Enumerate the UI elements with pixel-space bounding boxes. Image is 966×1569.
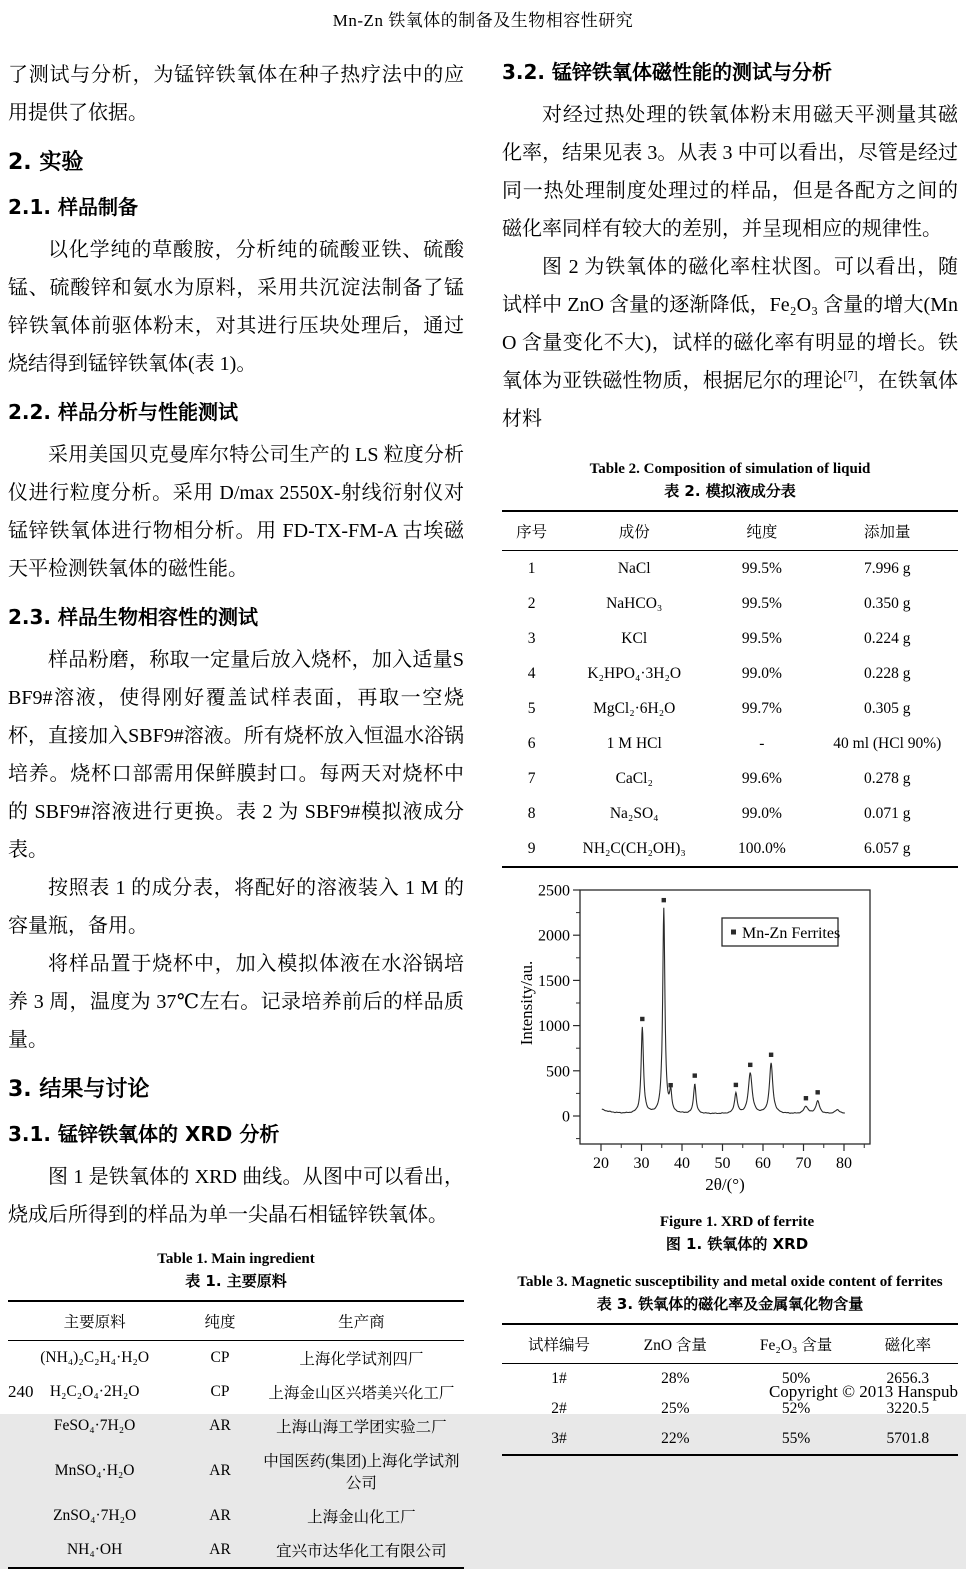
table-cell: 3220.5 xyxy=(886,1400,930,1417)
copyright-text: Copyright © 2013 Hanspub xyxy=(768,1382,958,1401)
heading-section-2-1: 2.1. 样品制备 xyxy=(8,195,138,219)
table-cell: 5 xyxy=(527,699,536,717)
table-cell: 40 ml (HCl 90%) xyxy=(833,734,942,752)
table-cell: K₂HPO₄·3H₂O xyxy=(587,664,682,682)
heading-section-2: 2. 实验 xyxy=(8,150,84,175)
xrd-chart xyxy=(516,874,936,1196)
y-tick-label: 2500 xyxy=(538,882,570,900)
table-header-cell: 主要原料 xyxy=(8,1301,181,1341)
peak-marker xyxy=(662,898,666,902)
x-axis-label: 2θ/(°) xyxy=(705,1175,745,1194)
table-cell: 50% xyxy=(781,1370,811,1387)
table-cell: CaCl₂ xyxy=(615,769,653,787)
table-row xyxy=(502,761,958,796)
figure-1-caption xyxy=(516,1211,958,1255)
table-row xyxy=(502,691,958,726)
paragraph-magnetic-1: 对经过热处理的铁氧体粉末用磁天平测量其磁化率，结果见表 3。从表 3 中可以看出，尽管是经过同一热处理制度处理过的样品，但是各配方之间的磁化率同样有较大的差别，并呈现相应的规律性。 xyxy=(502,104,958,240)
heading-section-3-1: 3.1. 锰锌铁氧体的 XRD 分析 xyxy=(8,1122,280,1146)
table-cell: 3# xyxy=(551,1430,567,1447)
table-cell: 0.228 g xyxy=(864,664,911,682)
table-3-caption-zh: 表 3. 铁氧体的磁化率及金属氧化物含量 xyxy=(596,1295,864,1313)
peak-marker xyxy=(804,1096,808,1100)
table-cell: 0.305 g xyxy=(864,699,911,717)
table-cell: 0.071 g xyxy=(864,804,911,822)
table-cell: 上海化学试剂四厂 xyxy=(299,1351,424,1368)
peak-marker xyxy=(640,1017,644,1021)
table-row xyxy=(502,656,958,691)
table-row xyxy=(8,1443,464,1499)
table-cell: 7 xyxy=(527,769,536,787)
table-cell: 2 xyxy=(527,594,536,612)
table-row xyxy=(502,621,958,656)
left-column xyxy=(8,56,464,1569)
table-cell: 99.0% xyxy=(741,664,782,682)
paragraph-biocompat-1: 样品粉磨，称取一定量后放入烧杯，加入适量SBF9#溶液，使得刚好覆盖试样表面，再取一空烧杯，直接加入SBF9#溶液。所有烧杯放入恒温水浴锅培养。烧杯口部需用保鲜膜封口。每两天对烧杯中的 SBF9#溶液进行更换。表 2 为 SBF9#模拟液成分表。 xyxy=(8,649,464,861)
table-cell: - xyxy=(759,734,765,752)
paragraph-intro-continuation: 了测试与分析，为锰锌铁氧体在种子热疗法中的应用提供了依据。 xyxy=(8,64,464,124)
table-row xyxy=(502,726,958,761)
table-1-caption-zh: 表 1. 主要原料 xyxy=(185,1272,287,1290)
table-cell: 99.5% xyxy=(741,629,782,647)
page-footer xyxy=(8,1382,958,1402)
table-cell: CP xyxy=(210,1349,230,1366)
table-cell: KCl xyxy=(621,629,648,647)
table-cell: AR xyxy=(209,1507,231,1524)
table-header-cell: 试样编号 xyxy=(502,1324,616,1364)
legend-marker xyxy=(731,930,736,935)
table-2-caption-en: Table 2. Composition of simulation of liquid xyxy=(589,461,871,477)
peak-marker xyxy=(734,1083,738,1087)
table-cell: NH₄·OH xyxy=(66,1541,123,1558)
x-tick-label: 70 xyxy=(795,1155,812,1172)
heading-section-2-2: 2.2. 样品分析与性能测试 xyxy=(8,400,238,424)
table-cell: AR xyxy=(209,1417,231,1434)
table-header-cell: 磁化率 xyxy=(858,1324,958,1364)
table-cell: 6.057 g xyxy=(864,839,911,857)
table-cell: CP xyxy=(210,1383,230,1400)
table-cell: 1 xyxy=(527,559,536,577)
table-cell: 9 xyxy=(527,839,536,857)
table-3-caption xyxy=(502,1271,958,1315)
table-cell: 5701.8 xyxy=(886,1430,930,1447)
table-cell: 6 xyxy=(527,734,536,752)
peak-marker xyxy=(668,1083,672,1087)
table-cell: NaHCO₃ xyxy=(606,594,663,612)
table-header-cell: Fe₂O₃ 含量 xyxy=(735,1324,858,1364)
table-1-main-ingredient xyxy=(8,1300,464,1569)
table-cell: 上海山海工学团实验二厂 xyxy=(276,1419,447,1436)
table-cell: 0.278 g xyxy=(864,769,911,787)
right-column xyxy=(502,56,958,1456)
paragraph-biocompat-3: 将样品置于烧杯中，加入模拟体液在水浴锅培养 3 周，温度为 37℃左右。记录培养前后的样品质量。 xyxy=(8,953,464,1051)
table-row xyxy=(502,796,958,831)
paragraph-biocompat-2: 按照表 1 的成分表，将配好的溶液装入 1 M 的容量瓶，备用。 xyxy=(8,877,464,937)
heading-section-2-3: 2.3. 样品生物相容性的测试 xyxy=(8,605,258,629)
table-2-simulation-liquid xyxy=(502,510,958,868)
table-cell: Na₂SO₄ xyxy=(609,804,659,822)
table-row xyxy=(502,551,958,587)
paragraph-analysis-testing: 采用美国贝克曼库尔特公司生产的 LS 粒度分析仪进行粒度分析。采用 D/max 2550X-射线衍射仪对锰锌铁氧体进行物相分析。用 FD-TX-FM-A 古埃磁天平检测铁氧体的磁性能。 xyxy=(8,444,464,580)
table-header-row xyxy=(8,1301,464,1341)
table-cell: MnSO₄·H₂O xyxy=(54,1462,135,1479)
table-header-cell: ZnO 含量 xyxy=(616,1324,735,1364)
table-1-caption-en: Table 1. Main ingredient xyxy=(157,1251,315,1267)
table-header-row xyxy=(502,511,958,551)
table-cell: 宜兴市达华化工有限公司 xyxy=(276,1543,447,1560)
y-tick-label: 1000 xyxy=(538,1018,570,1036)
table-cell: 99.7% xyxy=(741,699,782,717)
table-cell: (NH₄)₂C₂H₄·H₂O xyxy=(40,1349,150,1366)
table-cell: 3 xyxy=(527,629,536,647)
table-cell: 99.0% xyxy=(741,804,782,822)
x-tick-label: 30 xyxy=(633,1155,650,1172)
table-cell: NaCl xyxy=(617,559,651,577)
table-row xyxy=(8,1341,464,1376)
table-cell: 7.996 g xyxy=(864,559,911,577)
table-2-caption-zh: 表 2. 模拟液成分表 xyxy=(664,482,796,500)
x-tick-label: 40 xyxy=(674,1155,690,1172)
table-row xyxy=(502,586,958,621)
table-row xyxy=(8,1409,464,1443)
paragraph-magnetic-2-cont: ，在铁氧体材料 xyxy=(502,370,959,430)
table-3-caption-en: Table 3. Magnetic susceptibility and metal oxide content of ferrites xyxy=(517,1274,943,1290)
table-header-cell: 纯度 xyxy=(181,1301,259,1341)
table-header-cell: 生产商 xyxy=(259,1301,464,1341)
figure-1-caption-en: Figure 1. XRD of ferrite xyxy=(659,1214,815,1230)
table-1-caption xyxy=(8,1248,464,1292)
table-header-cell: 添加量 xyxy=(817,511,958,551)
paragraph-magnetic-2 xyxy=(502,248,958,438)
figure-1 xyxy=(516,874,958,1255)
table-cell: 22% xyxy=(661,1430,690,1447)
table-cell: 4 xyxy=(527,664,536,682)
table-cell: 0.224 g xyxy=(864,629,911,647)
table-cell: 28% xyxy=(661,1370,690,1387)
table-cell: 55% xyxy=(781,1430,811,1447)
y-tick-label: 0 xyxy=(562,1108,570,1126)
heading-section-3-2: 3.2. 锰锌铁氧体磁性能的测试与分析 xyxy=(502,60,832,84)
table-cell: MgCl₂·6H₂O xyxy=(593,699,676,717)
peak-marker xyxy=(693,1073,697,1077)
table-cell: 52% xyxy=(781,1400,811,1417)
legend-label: Mn-Zn Ferrites xyxy=(742,925,841,942)
table-row xyxy=(8,1499,464,1533)
table-cell: 25% xyxy=(661,1400,690,1417)
table-cell: AR xyxy=(209,1462,231,1479)
table-header-cell: 序号 xyxy=(502,511,561,551)
paragraph-magnetic-2-text: 图 2 为铁氧体的磁化率柱状图。可以看出，随试样中 ZnO 含量的逐渐降低，Fe₂O₃ 含量的增大(MnO 含量变化不大)，试样的磁化率有明显的增长。铁氧体为亚铁磁性物质，根据尼尔的理论 xyxy=(502,256,958,392)
table-cell: 上海金山化工厂 xyxy=(307,1509,416,1526)
table-cell: H₂C₂O₄·2H₂O xyxy=(49,1383,140,1400)
table-header-row xyxy=(502,1324,958,1364)
paragraph-sample-preparation: 以化学纯的草酸胺，分析纯的硫酸亚铁、硫酸锰、硫酸锌和氨水为原料，采用共沉淀法制备了锰锌铁氧体前驱体粉末，对其进行压块处理后，通过烧结得到锰锌铁氧体(表 1)。 xyxy=(8,239,464,375)
running-head: Mn-Zn 铁氧体的制备及生物相容性研究 xyxy=(332,11,634,30)
peak-marker xyxy=(815,1090,819,1094)
table-cell: 99.5% xyxy=(741,594,782,612)
table-row xyxy=(8,1533,464,1568)
figure-1-caption-zh: 图 1. 铁氧体的 XRD xyxy=(665,1235,809,1253)
table-header-cell: 成份 xyxy=(561,511,707,551)
x-tick-label: 20 xyxy=(593,1155,609,1172)
table-row xyxy=(502,1424,958,1455)
y-axis-label: Intensity/au. xyxy=(517,960,536,1046)
table-cell: FeSO₄·7H₂O xyxy=(53,1417,136,1434)
table-cell: NH₂C(CH₂OH)₃ xyxy=(582,839,686,857)
table-header-cell: 纯度 xyxy=(707,511,816,551)
paragraph-xrd-analysis: 图 1 是铁氧体的 XRD 曲线。从图中可以看出，烧成后所得到的样品为单一尖晶石相锰锌铁氧体。 xyxy=(8,1166,464,1226)
table-cell: 99.5% xyxy=(741,559,782,577)
table-cell: 2656.3 xyxy=(886,1370,930,1387)
table-cell: 中国医药(集团)上海化学试剂公司 xyxy=(263,1453,460,1492)
table-cell: 1# xyxy=(551,1370,567,1387)
table-cell: 99.6% xyxy=(741,769,782,787)
y-tick-label: 500 xyxy=(546,1063,570,1081)
y-tick-label: 2000 xyxy=(538,927,570,945)
page-number: 240 xyxy=(8,1382,34,1401)
table-cell: 8 xyxy=(527,804,536,822)
two-column-body xyxy=(8,56,958,1569)
table-2-caption xyxy=(502,458,958,502)
reference-superscript: [7] xyxy=(843,368,858,383)
peak-marker xyxy=(769,1053,773,1057)
y-tick-label: 1500 xyxy=(538,972,570,990)
table-cell: ZnSO₄·7H₂O xyxy=(53,1507,137,1524)
heading-section-3: 3. 结果与讨论 xyxy=(8,1077,150,1102)
table-cell: 1 M HCl xyxy=(606,734,662,752)
table-cell: 0.350 g xyxy=(864,594,911,612)
table-cell: 2# xyxy=(551,1400,567,1417)
x-tick-label: 50 xyxy=(714,1155,731,1172)
table-cell: AR xyxy=(209,1541,231,1558)
x-tick-label: 80 xyxy=(836,1155,852,1172)
table-cell: 上海金山区兴塔美兴化工厂 xyxy=(268,1385,455,1402)
table-cell: 100.0% xyxy=(737,839,786,857)
table-row xyxy=(502,831,958,867)
peak-marker xyxy=(748,1063,752,1067)
x-tick-label: 60 xyxy=(755,1155,771,1172)
